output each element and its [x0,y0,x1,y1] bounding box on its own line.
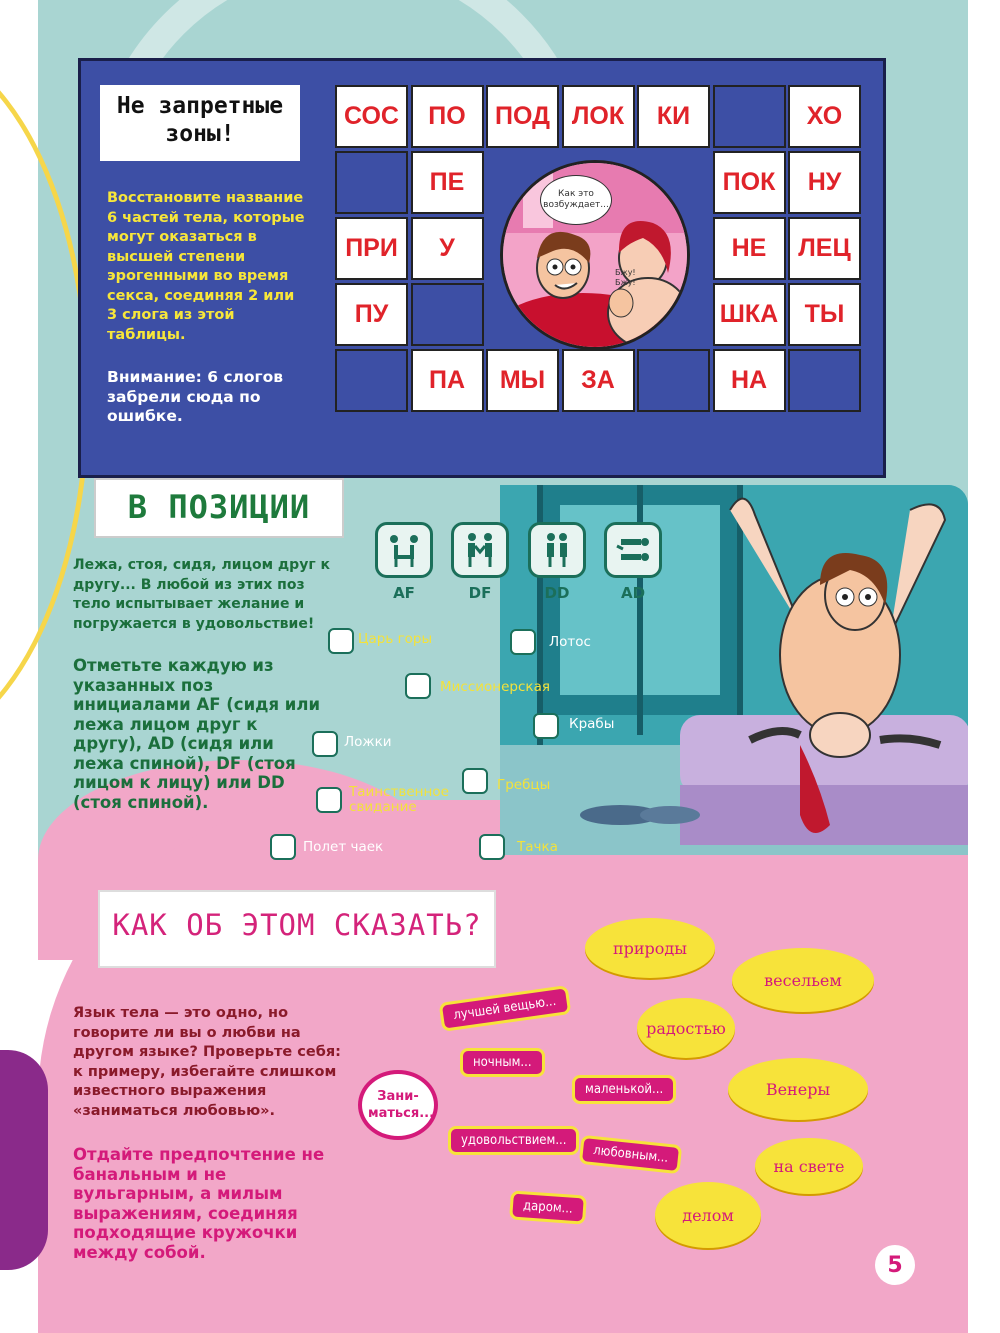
tag-darom[interactable]: даром... [509,1190,587,1224]
puzzle-instructions: Восстановите название 6 частей тела, которые могут оказаться в высшей степени эрогенными во время секса, соединяя 2 или 3 слога из этой таблицы. [107,190,305,343]
label-missionary: Миссионерская [440,679,550,695]
label-tsar-gory: Царь горы [358,631,433,647]
tag-nochnym[interactable]: ночным... [460,1048,545,1077]
grid-cell-syllable[interactable]: ПОК [713,151,786,214]
grid-cell-syllable[interactable]: ПУ [335,283,408,346]
checkbox-lozhki[interactable] [312,731,338,757]
grid-cell-syllable[interactable]: ЗА [562,349,635,412]
tag-malenkoi[interactable]: маленькой... [572,1075,676,1104]
grid-cell-syllable[interactable]: ЛОК [562,85,635,148]
checkbox-tachka[interactable] [479,834,505,860]
speak-intro-text: Язык тела — это одно, но говорите ли вы о любви на другом языке? Проверьте себя: к примеру, избегайте слишком известного выражения «заниматься любовью». [73,1005,341,1119]
oval-na-svete[interactable]: на свете [755,1138,863,1194]
puzzle-title-line2: зоны! [165,121,235,147]
grid-cell-empty [788,349,861,412]
code-dd: DD [544,584,570,602]
code-af: AF [393,584,415,602]
label-tainstvennoe: Таинственное свидание [349,784,449,815]
sitting-facing-icon [375,522,433,578]
puzzle-title [100,92,300,148]
label-tachka: Тачка [517,839,558,855]
positions-intro-text: Лежа, стоя, сидя, лицом друг к другу... В любой из этих поз тело испытывает желание и погружается в удовольствие! [73,557,331,632]
tag-luchshei-veshchyu[interactable]: лучшей вещью... [439,985,571,1032]
oval-delom[interactable]: делом [655,1182,761,1248]
puzzle-warning: Внимание: 6 слогов забрели сюда по ошибке. [107,368,284,425]
label-grebtsy: Гребцы [497,777,551,793]
positions-title: В ПОЗИЦИИ [127,488,311,526]
speech-bubble [540,175,612,225]
center-circle-text: Зани-маться... [368,1089,435,1121]
oval-veselem[interactable]: весельем [732,948,874,1012]
oval-radostyu[interactable]: радостью [637,998,735,1058]
grid-cell-syllable[interactable]: ЛЕЦ [788,217,861,280]
center-circle-zanimatsya[interactable] [358,1070,438,1140]
grid-cell-syllable[interactable]: СОС [335,85,408,148]
grid-cell-syllable[interactable]: НА [713,349,786,412]
lying-back-icon [604,522,662,578]
grid-cell-syllable[interactable]: У [411,217,484,280]
code-ad: AD [620,584,646,602]
oval-venery[interactable]: Венеры [728,1058,868,1120]
purple-edge-decoration [0,1050,48,1270]
grid-cell-syllable[interactable]: КИ [637,85,710,148]
tag-udovolstviem[interactable]: удовольствием... [448,1126,579,1155]
positions-instruction-text: Отметьте каждую из указанных поз инициалами AF (сидя или лежа лицом друг к другу), AD (сидя или лежа спиной), DF (стоя лицом к лицу) или DD (стоя спиной). [73,656,321,812]
standing-back-icon [528,522,586,578]
standing-facing-icon [451,522,509,578]
checkbox-missionary[interactable] [405,673,431,699]
label-lozhki: Ложки [344,734,392,750]
speak-title: КАК ОБ ЭТОМ СКАЗАТЬ? [112,908,482,942]
grid-cell-syllable[interactable]: ПА [411,349,484,412]
checkbox-polet-chaek[interactable] [270,834,296,860]
speak-instruction-text: Отдайте предпочтение не банальным и не вульгарным, а милым выражениям, соединяя подходящие кружочки между собой. [73,1145,325,1262]
grid-cell-syllable[interactable]: ХО [788,85,861,148]
code-df: DF [468,584,492,602]
grid-cell-syllable[interactable]: ШКА [713,283,786,346]
grid-cell-syllable[interactable]: ПОД [486,85,559,148]
speech-bubble-text: Как это возбуждает... [543,189,609,210]
checkbox-grebtsy[interactable] [462,768,488,794]
grid-cell-syllable[interactable]: НЕ [713,217,786,280]
grid-cell-empty [713,85,786,148]
grid-cell-empty [335,151,408,214]
checkbox-tainstvennoe[interactable] [316,787,342,813]
grid-cell-syllable[interactable]: ПО [411,85,484,148]
checkbox-lotos[interactable] [510,629,536,655]
grid-cell-syllable[interactable]: ТЫ [788,283,861,346]
checkbox-tsar-gory[interactable] [328,628,354,654]
puzzle-title-line1: Не запретные [116,93,284,119]
grid-cell-syllable[interactable]: НУ [788,151,861,214]
grid-cell-empty [637,349,710,412]
grid-cell-syllable[interactable]: МЫ [486,349,559,412]
label-kraby: Крабы [569,716,615,732]
grid-cell-empty [411,283,484,346]
grid-cell-syllable[interactable]: ПРИ [335,217,408,280]
label-lotos: Лотос [549,634,591,650]
oval-prirody[interactable]: природы [585,918,715,978]
checkbox-kraby[interactable] [533,713,559,739]
grid-cell-syllable[interactable]: ПЕ [411,151,484,214]
page-number: 5 [875,1245,915,1285]
label-polet-chaek: Полет чаек [303,839,384,855]
sound-effect-text: Бжу! Бжу! [615,268,636,287]
grid-cell-empty [335,349,408,412]
tag-lyubovnym[interactable]: любовным... [579,1135,683,1174]
